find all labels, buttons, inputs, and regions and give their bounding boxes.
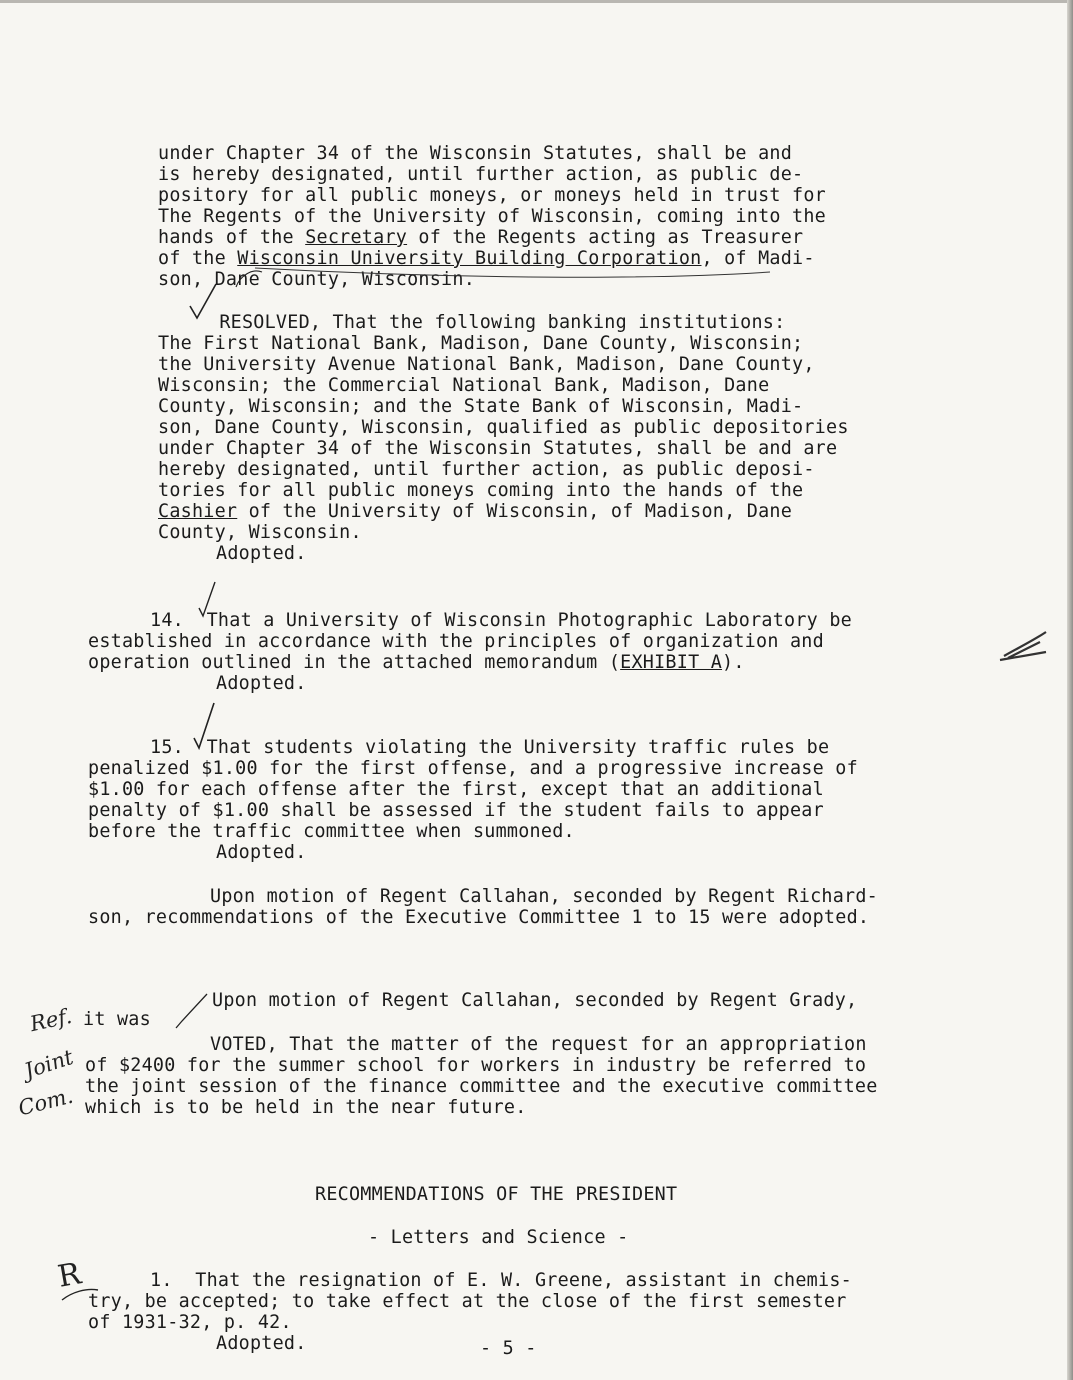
text-line: established in accordance with the principles of organization and: [88, 631, 824, 652]
underlined-secretary: Secretary: [305, 227, 408, 248]
margin-pen-mark: [1000, 632, 1046, 660]
text-line: The Regents of the University of Wisconsin, coming into the: [158, 206, 827, 227]
motion-line: Upon motion of Regent Callahan, seconded by Regent Grady,: [212, 990, 858, 1011]
resolved-line: RESOLVED, That the following banking institutions:: [208, 312, 786, 333]
text-line: County, Wisconsin; and the State Bank of Wisconsin, Madi-: [158, 396, 804, 417]
text-line: hereby designated, until further action, as public deposi-: [158, 459, 815, 480]
section-subheading: - Letters and Science -: [368, 1227, 629, 1248]
underline-stroke-corporation: [255, 268, 770, 277]
text-line: of 1931-32, p. 42.: [88, 1312, 292, 1333]
adopted-label: Adopted.: [216, 842, 307, 863]
handwritten-r-mark: R: [55, 1256, 84, 1295]
checkmark-motion-2: [176, 994, 207, 1028]
text-line: the joint session of the finance committee and the executive committee: [85, 1076, 878, 1097]
text-line: County, Wisconsin.: [158, 522, 362, 543]
pres-item-1-line: 1. That the resignation of E. W. Greene, assistant in chemis-: [150, 1270, 852, 1291]
item-15-line: 15. That students violating the University traffic rules be: [150, 737, 830, 758]
checkmark-resolved: [190, 284, 216, 318]
text-line: try, be accepted; to take effect at the close of the first semester: [88, 1291, 847, 1312]
text-line: Wisconsin; the Commercial National Bank, Madison, Dane: [158, 375, 770, 396]
margin-note-ref: Ref.: [27, 1003, 74, 1037]
text-span: of the University of Wisconsin, of Madison, Dane: [237, 501, 793, 522]
text-line: which is to be held in the near future.: [85, 1097, 527, 1118]
margin-note-com: Com.: [15, 1083, 76, 1121]
text-line: under Chapter 34 of the Wisconsin Statutes, shall be and are: [158, 438, 838, 459]
text-line: son, Dane County, Wisconsin, qualified as public depositories: [158, 417, 849, 438]
item-14-line: 14. That a University of Wisconsin Photographic Laboratory be: [150, 610, 852, 631]
checkmark-item-14: [199, 582, 215, 616]
r-underline-stroke: [62, 1289, 98, 1300]
text-line: $1.00 for each offense after the first, except that an additional: [88, 779, 824, 800]
text-span: , of Madi-: [701, 248, 815, 269]
text-span: of the Regents acting as Treasurer: [407, 227, 804, 248]
it-was: it was: [83, 1009, 151, 1030]
section-heading: RECOMMENDATIONS OF THE PRESIDENT: [315, 1184, 678, 1205]
text-line: pository for all public moneys, or moneys held in trust for: [158, 185, 827, 206]
voted-line: VOTED, That the matter of the request for an appropriation: [210, 1034, 867, 1055]
text-line: tories for all public moneys coming into the hands of the: [158, 480, 804, 501]
margin-note-joint: Joint: [21, 1044, 77, 1084]
adopted-label: Adopted.: [216, 673, 307, 694]
text-line: the University Avenue National Bank, Madison, Dane County,: [158, 354, 815, 375]
underlined-corporation: Wisconsin University Building Corporation: [237, 248, 702, 269]
text-line: of $2400 for the summer school for workers in industry be referred to: [85, 1055, 867, 1076]
adopted-label: Adopted.: [216, 1333, 307, 1354]
adopted-label: Adopted.: [216, 543, 307, 564]
page-number: - 5 -: [480, 1338, 537, 1359]
underlined-cashier: Cashier: [158, 501, 238, 522]
text-span: ).: [722, 652, 745, 673]
text-span: of the: [158, 248, 238, 269]
text-span: hands of the: [158, 227, 306, 248]
text-line: son, recommendations of the Executive Committee 1 to 15 were adopted.: [88, 907, 870, 928]
text-span: operation outlined in the attached memorandum (: [88, 652, 621, 673]
text-line: is hereby designated, until further action, as public de-: [158, 164, 804, 185]
underlined-exhibit: EXHIBIT A: [620, 652, 723, 673]
text-line: before the traffic committee when summoned.: [88, 821, 575, 842]
text-line: The First National Bank, Madison, Dane County, Wisconsin;: [158, 333, 804, 354]
text-line: son, Dane County, Wisconsin.: [158, 269, 476, 290]
text-line: under Chapter 34 of the Wisconsin Statutes, shall be and: [158, 143, 793, 164]
motion-line: Upon motion of Regent Callahan, seconded by Regent Richard-: [210, 886, 879, 907]
text-line: penalized $1.00 for the first offense, and a progressive increase of: [88, 758, 858, 779]
checkmark-item-15: [194, 703, 214, 748]
text-line: penalty of $1.00 shall be assessed if the student fails to appear: [88, 800, 824, 821]
circle-dane-mark: [236, 271, 262, 287]
